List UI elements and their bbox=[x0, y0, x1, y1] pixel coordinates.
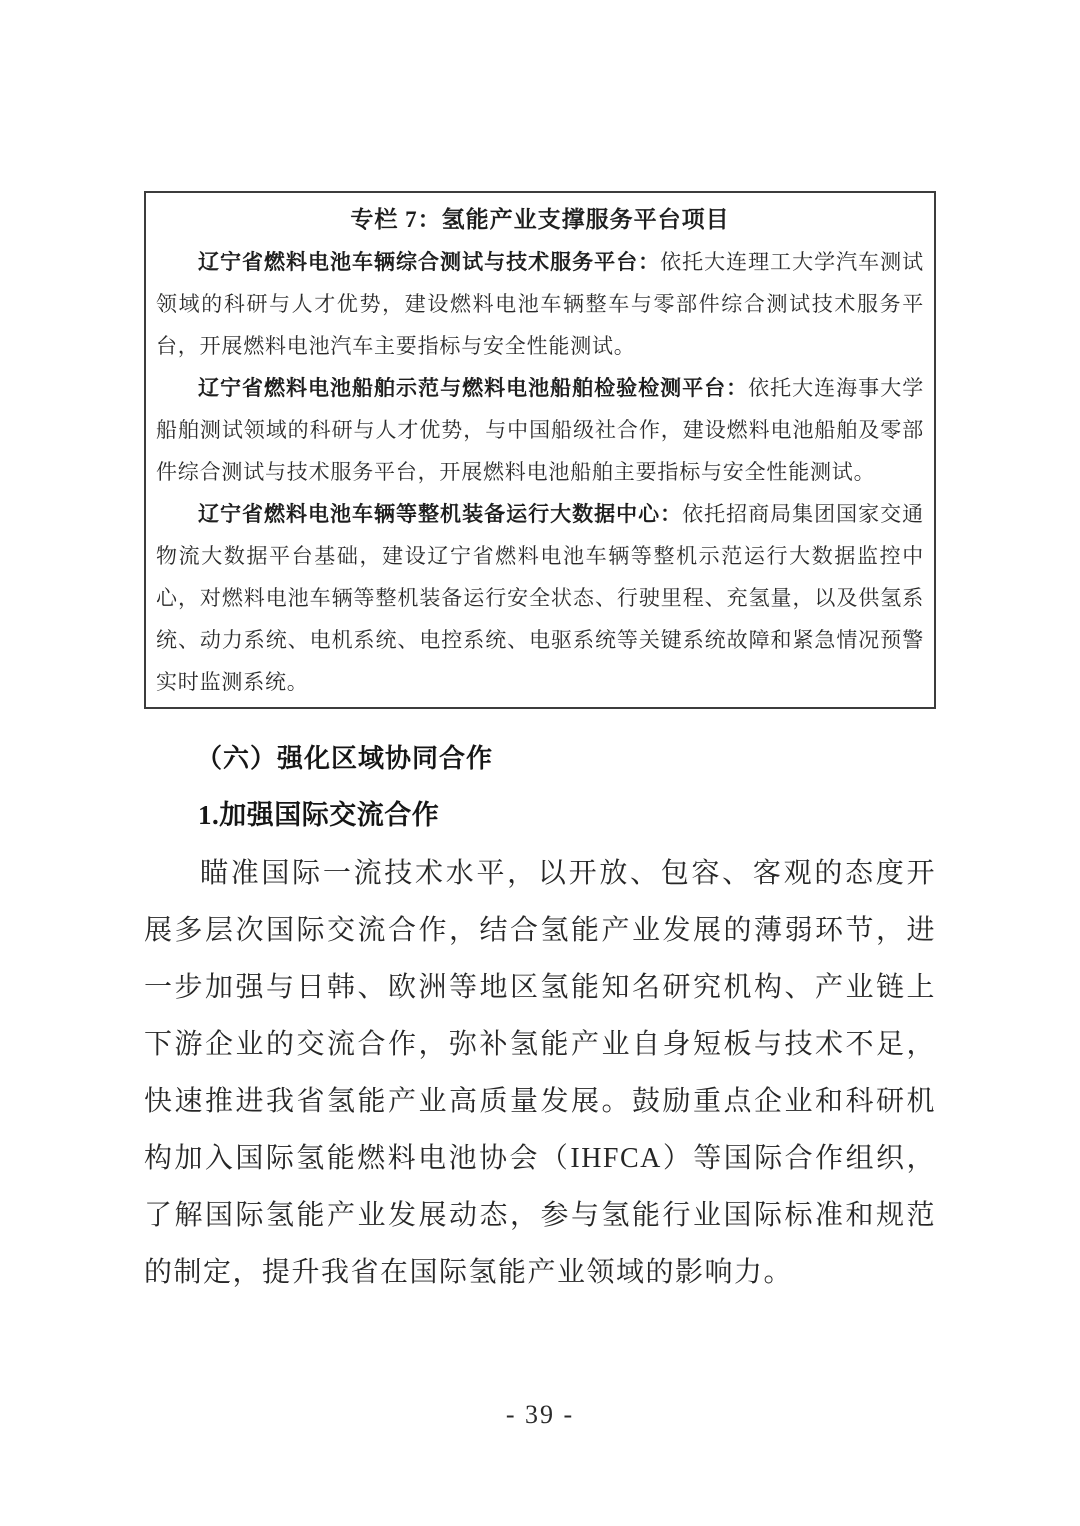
callout-title: 专栏 7：氢能产业支撑服务平台项目 bbox=[350, 207, 730, 232]
subsection-heading: 1.加强国际交流合作 bbox=[198, 800, 440, 830]
callout-item-lead: 辽宁省燃料电池船舶示范与燃料电池船舶检验检测平台： bbox=[198, 376, 749, 400]
body-paragraph: 瞄准国际一流技术水平，以开放、包容、客观的态度开展多层次国际交流合作，结合氢能产业发展的薄弱环节，进一步加强与日韩、欧洲等地区氢能知名研究机构、产业链上下游企业的交流合作，弥补氢能产业自身短板与技术不足，快速推进我省氢能产业高质量发展。鼓励重点企业和科研机构加入国际氢能燃料电池协会（IHFCA）等国际合作组织，了解国际氢能产业发展动态，参与氢能行业国际标准和规范的制定，提升我省在国际氢能产业领域的影响力。 bbox=[144, 858, 936, 1288]
callout-item-bigdata-center bbox=[156, 493, 924, 703]
callout-item-body: 依托招商局集团国家交通物流大数据平台基础，建设辽宁省燃料电池车辆等整机示范运行大数据监控中心，对燃料电池车辆等整机装备运行安全状态、行驶里程、充氢量，以及供氢系统、动力系统、电机系统、电控系统、电驱系统等关键系统故障和紧急情况预警实时监测系统。 bbox=[156, 502, 924, 694]
callout-item-body: 依托大连海事大学船舶测试领域的科研与人才优势，与中国船级社合作，建设燃料电池船舶及零部件综合测试与技术服务平台，开展燃料电池船舶主要指标与安全性能测试。 bbox=[156, 376, 924, 484]
callout-item-lead: 辽宁省燃料电池车辆综合测试与技术服务平台： bbox=[198, 250, 661, 274]
page-number: - 39 - bbox=[505, 1400, 575, 1429]
callout-box bbox=[144, 191, 936, 709]
callout-item-vehicle-platform bbox=[156, 241, 924, 367]
section-heading: （六）强化区域协同合作 bbox=[196, 744, 494, 773]
callout-item-ship-platform bbox=[156, 367, 924, 493]
callout-item-lead: 辽宁省燃料电池车辆等整机装备运行大数据中心： bbox=[198, 502, 683, 526]
callout-item-body: 依托大连理工大学汽车测试领域的科研与人才优势，建设燃料电池车辆整车与零部件综合测试技术服务平台，开展燃料电池汽车主要指标与安全性能测试。 bbox=[156, 250, 924, 358]
